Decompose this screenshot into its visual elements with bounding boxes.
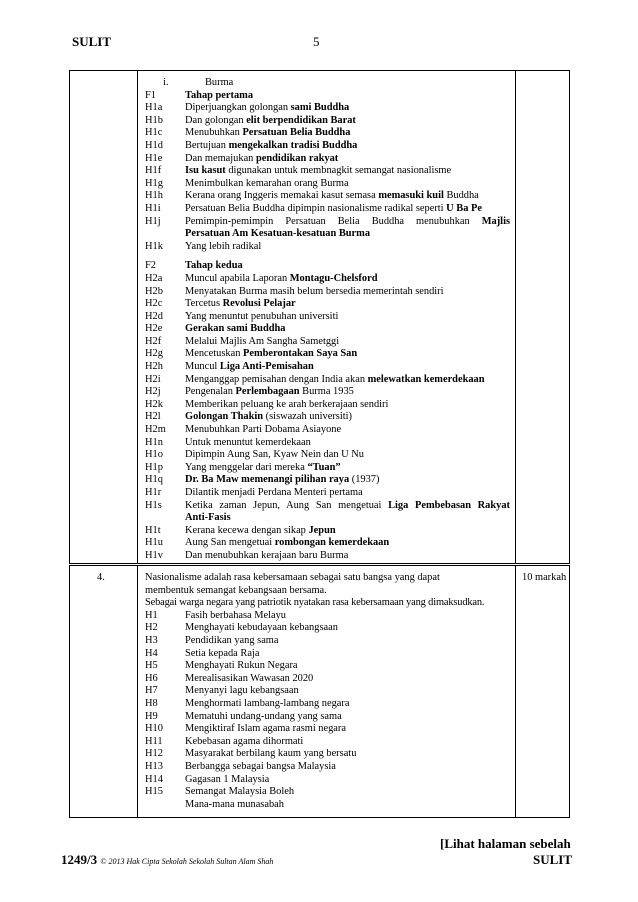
answer-row [145, 786, 510, 799]
answer-keyword: mengekalkan tradisi Buddha [228, 139, 358, 151]
answer-row [145, 723, 510, 736]
header-sulit-label: SULIT [72, 34, 112, 49]
answer-keyword: Persatuan Belia Buddha [242, 127, 351, 139]
answer-text [185, 323, 510, 336]
answer-code: H5 [145, 660, 158, 672]
answer-code: H3 [145, 634, 158, 646]
answer-code: H2h [145, 361, 163, 373]
answer-text [185, 474, 510, 487]
answer-row [145, 102, 510, 115]
answer-keyword: Tahap kedua [185, 260, 243, 272]
answer-code: H2m [145, 424, 166, 436]
answer-text [185, 525, 510, 538]
answer-text-part: Ketika zaman Jepun, Aung San mengetuai [185, 499, 389, 511]
section-heading [145, 77, 510, 90]
answer-code: H1c [145, 127, 163, 139]
answer-code: H1n [145, 436, 163, 448]
answer-row [145, 361, 510, 374]
answer-text [185, 500, 510, 513]
answer-row [145, 685, 510, 698]
answer-code: H2a [145, 272, 163, 284]
answer-text [185, 241, 510, 254]
answer-keyword: Montagu-Chelsford [289, 272, 378, 284]
answer-text-part: Tercetus [185, 298, 223, 310]
answer-text: Pendidikan yang sama [185, 634, 279, 646]
answer-text [185, 424, 510, 437]
answer-row [145, 348, 510, 361]
answer-code: H14 [145, 773, 163, 785]
answer-row [145, 462, 510, 475]
answer-code: H2k [145, 398, 163, 410]
answer-table-burma [69, 70, 570, 564]
answer-keyword: Isu kasut [185, 165, 226, 177]
answer-code: H2 [145, 622, 158, 634]
question-intro-line: membentuk semangat kebangsaan bersama. [145, 584, 327, 596]
answer-keyword: Revolusi Pelajar [222, 298, 296, 310]
answer-text: Menghormati lambang-lambang negara [185, 697, 350, 709]
answer-row [145, 115, 510, 128]
answer-row [145, 399, 510, 412]
answer-code: H6 [145, 672, 158, 684]
answer-text [185, 273, 510, 286]
answer-keyword: Tahap pertama [185, 89, 254, 101]
answer-code: H1h [145, 190, 163, 202]
answer-text-part: Persatuan Belia Buddha dipimpin nasionalisme radikal seperti [185, 202, 447, 214]
answer-code: F1 [145, 89, 156, 101]
answer-code: H8 [145, 697, 158, 709]
answer-keyword: elit berpendidikan Barat [246, 114, 356, 126]
answer-code: H7 [145, 685, 158, 697]
answer-code: H1 [145, 609, 158, 621]
copyright-notice: © 2013 Hak Cipta Sekolah Sekolah Sultan Alam Shah [100, 857, 274, 866]
answer-code: H12 [145, 748, 163, 760]
answer-text [185, 165, 510, 178]
answer-keyword: Dr. Ba Maw memenangi pilihan raya [185, 474, 350, 486]
page-number: 5 [313, 34, 320, 49]
answer-code: H4 [145, 647, 158, 659]
answer-text-part: Yang menggelar dari mereka [185, 461, 308, 473]
answer-text: Mematuhi undang-undang yang sama [185, 710, 342, 722]
answer-code: H2i [145, 373, 161, 385]
answer-code: H11 [145, 735, 163, 747]
answer-row [145, 203, 510, 216]
answer-code: H2f [145, 335, 162, 347]
answer-keyword: rombongan kemerdekaan [274, 537, 390, 549]
question-4-answer-list [145, 572, 510, 811]
answer-code: H1o [145, 449, 163, 461]
answer-row [145, 748, 510, 761]
answer-keyword: Liga Anti-Pemisahan [219, 361, 314, 373]
answer-row [145, 648, 510, 661]
question-number: 4. [97, 572, 105, 583]
answer-code [145, 228, 185, 241]
answer-code: H2j [145, 386, 161, 398]
answer-text [185, 374, 510, 387]
answer-row [145, 799, 510, 812]
answer-text-part: Dipimpin Aung San, Kyaw Nein dan U Nu [185, 449, 364, 461]
answer-row [145, 228, 510, 241]
answer-text-part: Untuk menuntut kemerdekaan [185, 436, 311, 448]
answer-text: Fasih berbahasa Melayu [185, 609, 286, 621]
answer-row [145, 273, 510, 286]
footer-next-page-note: [Lihat halaman sebelah [440, 836, 571, 851]
answer-row [145, 660, 510, 673]
answer-code: H1q [145, 474, 163, 486]
column-divider [515, 71, 516, 563]
answer-text [185, 512, 510, 525]
answer-row [145, 610, 510, 623]
answer-text: Masyarakat berbilang kaum yang bersatu [185, 748, 357, 760]
answer-row [145, 550, 510, 563]
answer-text: Berbangga sebagai bangsa Malaysia [185, 760, 336, 772]
answer-text [185, 140, 510, 153]
answer-text [185, 399, 510, 412]
answer-code: H1j [145, 215, 161, 227]
answer-text-part: Burma 1935 [299, 386, 354, 398]
answer-text: Mana-mana munasabah [185, 798, 284, 810]
answer-row [145, 487, 510, 500]
answer-keyword: Liga Pembebasan Rakyat [388, 499, 510, 511]
answer-row [145, 711, 510, 724]
answer-text [185, 550, 510, 563]
answer-text: Menyanyi lagu kebangsaan [185, 685, 299, 697]
answer-row [145, 525, 510, 538]
answer-text: Gagasan 1 Malaysia [185, 773, 270, 785]
column-divider [515, 566, 516, 817]
answer-code: H1u [145, 537, 163, 549]
answer-text [185, 437, 510, 450]
answer-row [145, 698, 510, 711]
answer-row [145, 386, 510, 399]
answer-code: H1f [145, 165, 162, 177]
heading-country: Burma [205, 77, 234, 88]
answer-row [145, 635, 510, 648]
answer-text-part: Menubuhkan Parti Dobama Asiayone [185, 424, 342, 436]
burma-answer-list [145, 77, 510, 563]
answer-text: Kebebasan agama dihormati [185, 735, 304, 747]
answer-code: H9 [145, 710, 158, 722]
answer-text [185, 286, 510, 299]
answer-code: H1k [145, 240, 163, 252]
answer-text-part: Menyatakan Burma masih belum bersedia memerintah sendiri [185, 285, 444, 297]
answer-text-part: Buddha [443, 190, 479, 202]
answer-keyword: sami Buddha [290, 102, 350, 114]
answer-code: H1g [145, 177, 163, 189]
answer-text [185, 260, 510, 273]
answer-code [145, 799, 185, 812]
answer-text [185, 361, 510, 374]
answer-row [145, 761, 510, 774]
answer-text [185, 102, 510, 115]
answer-text: Merealisasikan Wawasan 2020 [185, 672, 314, 684]
answer-code: H2d [145, 310, 163, 322]
answer-text [185, 90, 510, 103]
answer-text-part: Menganggap pemisahan dengan India akan [185, 373, 368, 385]
answer-row [145, 537, 510, 550]
answer-text-part: Pemimpin-pemimpin Persatuan Belia Buddha menubuhkan [185, 215, 482, 227]
answer-keyword: melewatkan kemerdekaan [367, 373, 485, 385]
answer-code [145, 512, 185, 525]
answer-keyword: “Tuan” [307, 461, 341, 473]
answer-text-part: Muncul apabila Laporan [185, 272, 290, 284]
answer-text-part: Yang lebih radikal [185, 240, 262, 252]
answer-text-part: Kerana orang Inggeris memakai kasut semasa [185, 190, 379, 202]
answer-row [145, 241, 510, 254]
answer-text-part: Dan memajukan [185, 152, 256, 164]
answer-keyword: Gerakan sami Buddha [185, 323, 286, 335]
answer-row [145, 673, 510, 686]
answer-row [145, 127, 510, 140]
answer-code: F2 [145, 260, 156, 272]
answer-text [185, 411, 510, 424]
question-intro-line: Nasionalisme adalah rasa kebersamaan sebagai satu bangsa yang dapat [145, 572, 440, 583]
answer-text [185, 153, 510, 166]
answer-text [185, 348, 510, 361]
answer-text-part: Muncul [185, 361, 220, 373]
answer-text [185, 203, 510, 216]
answer-code: H2g [145, 348, 163, 360]
answer-keyword: Golongan Thakin [185, 411, 264, 423]
footer-sulit-label: SULIT [533, 852, 573, 867]
answer-row [145, 424, 510, 437]
answer-keyword: pendidikan rakyat [255, 152, 339, 164]
answer-text [185, 449, 510, 462]
answer-keyword: Jepun [308, 524, 336, 536]
answer-code: H2b [145, 285, 163, 297]
answer-row [145, 190, 510, 203]
answer-text-part: Diperjuangkan golongan [185, 102, 291, 114]
answer-code: H1i [145, 202, 161, 214]
answer-row [145, 622, 510, 635]
row-spacer [145, 253, 510, 260]
answer-code: H2e [145, 323, 163, 335]
answer-text [185, 216, 510, 229]
answer-row [145, 449, 510, 462]
answer-row [145, 311, 510, 324]
answer-text-part: Pengenalan [185, 386, 236, 398]
answer-table-question-4 [69, 565, 570, 818]
answer-text-part: Bertujuan [185, 139, 229, 151]
answer-code: H1d [145, 139, 163, 151]
answer-row [145, 140, 510, 153]
answer-row [145, 165, 510, 178]
answer-text [185, 115, 510, 128]
answer-text-part: Kerana kecewa dengan sikap [185, 524, 309, 536]
question-intro-line: Sebagai warga negara yang patriotik nyatakan rasa kebersamaan yang dimaksudkan. [145, 597, 485, 609]
answer-text [185, 386, 510, 399]
answer-code: H15 [145, 786, 163, 798]
answer-code: H2l [145, 411, 161, 423]
answer-text-part: (1937) [349, 474, 380, 486]
answer-text: Semangat Malaysia Boleh [185, 786, 295, 798]
answer-row [145, 286, 510, 299]
answer-text [185, 298, 510, 311]
answer-text: Mengiktiraf Islam agama rasmi negara [185, 723, 346, 735]
marks-label: 10 markah [522, 572, 567, 583]
answer-row [145, 178, 510, 191]
answer-code: H10 [145, 723, 163, 735]
answer-keyword: U Ba Pe [446, 202, 482, 214]
answer-code: H1r [145, 487, 162, 498]
answer-code: H1p [145, 461, 163, 473]
answer-row [145, 153, 510, 166]
answer-row [145, 411, 510, 424]
footer-paper-code [61, 852, 273, 868]
answer-code: H1a [145, 102, 163, 114]
answer-row [145, 336, 510, 349]
answer-text [185, 127, 510, 140]
answer-text [185, 537, 510, 550]
answer-text [185, 178, 510, 191]
answer-text-part: digunakan untuk membnagkit semangat nasionalisme [225, 165, 452, 177]
answer-code: H1t [145, 524, 161, 536]
answer-text: Setia kepada Raja [185, 647, 260, 659]
answer-code: H1v [145, 549, 163, 561]
answer-row [145, 374, 510, 387]
answer-row [145, 736, 510, 749]
answer-text [185, 336, 510, 349]
answer-row [145, 216, 510, 229]
answer-text: Menghayati kebudayaan kebangsaan [185, 622, 338, 634]
answer-row [145, 474, 510, 487]
answer-text-part: Menimbulkan kemarahan orang Burma [185, 177, 349, 189]
answer-text [185, 487, 510, 500]
answer-keyword: memasuki kuil [378, 190, 444, 202]
answer-code: H2c [145, 298, 163, 310]
answer-code: H1b [145, 114, 163, 126]
answer-code: H1e [145, 152, 163, 164]
answer-code: H1s [145, 499, 162, 511]
answer-text-part: Dilantik menjadi Perdana Menteri pertama [185, 487, 363, 498]
answer-text-part: Yang menuntut penubuhan universiti [185, 310, 339, 322]
answer-text [185, 462, 510, 475]
answer-row [145, 774, 510, 787]
answer-row [145, 298, 510, 311]
answer-keyword: Anti-Fasis [185, 512, 231, 524]
answer-keyword: Perlembagaan [235, 386, 300, 398]
answer-text-part: Memberikan peluang ke arah berkerajaan sendiri [185, 398, 389, 410]
answer-text [185, 190, 510, 203]
heading-prefix: i. [163, 77, 169, 88]
answer-text-part: Menubuhkan [185, 127, 243, 139]
answer-row [145, 323, 510, 336]
answer-text [185, 228, 510, 241]
answer-text-part: (siswazah universiti) [263, 411, 352, 423]
answer-text: Menghayati Rukun Negara [185, 660, 298, 672]
answer-row [145, 90, 510, 103]
paper-code: 1249/3 [61, 852, 98, 867]
answer-row [145, 260, 510, 273]
answer-code: H13 [145, 760, 163, 772]
answer-text-part: Dan golongan [185, 114, 247, 126]
answer-row [145, 500, 510, 513]
answer-keyword: Persatuan Am Kesatuan-kesatuan Burma [185, 228, 371, 240]
answer-text-part: Dan menubuhkan kerajaan baru Burma [185, 549, 349, 561]
column-divider [137, 566, 138, 817]
answer-text [185, 311, 510, 324]
answer-keyword: Pemberontakan Saya San [243, 348, 358, 360]
column-divider [137, 71, 138, 563]
answer-keyword: Majlis [481, 215, 510, 227]
answer-row [145, 437, 510, 450]
answer-text-part: Melalui Majlis Am Sangha Sametggi [185, 335, 340, 347]
answer-text-part: Aung San mengetuai [185, 537, 275, 549]
answer-row [145, 512, 510, 525]
answer-text-part: Mencetuskan [185, 348, 243, 360]
